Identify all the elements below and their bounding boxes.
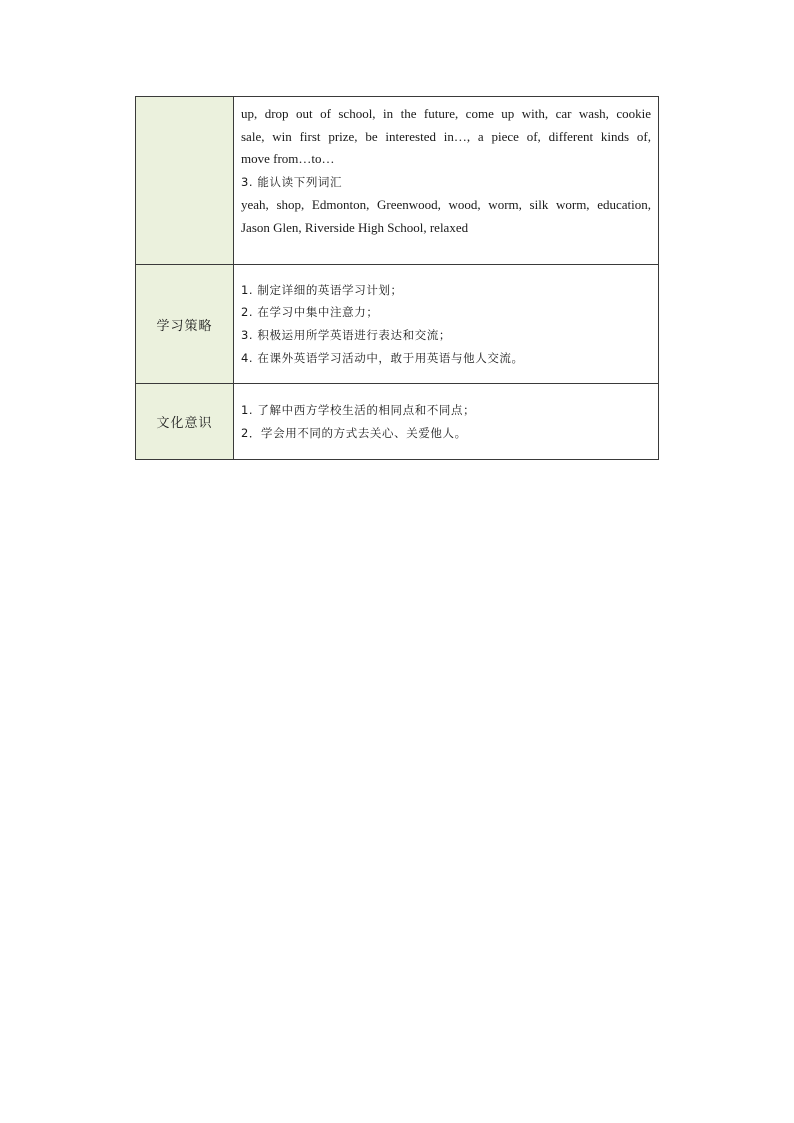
row-content-learning-strategy [234,265,659,384]
strategy-item: 3. 积极运用所学英语进行表达和交流； [241,328,452,342]
vocab-line: yeah, shop, Edmonton, Greenwood, wood, worm, silk worm, education, [241,196,651,212]
row-label-learning-strategy: 学习策略 [136,265,234,384]
row-content-cultural-awareness [234,384,659,460]
strategy-item: 2. 在学习中集中注意力； [241,305,379,320]
vocab-heading: 3. 能认读下列词汇 [241,175,343,190]
vocab-line: sale, win first prize, be interested in…, a piece of, different kinds of, [241,128,651,144]
strategy-item: 1. 制定详细的英语学习计划； [241,282,403,297]
strategy-item: 4. 在课外英语学习活动中，敢于用英语与他人交流。 [241,350,524,365]
culture-item: 2．学会用不同的方式去关心、关爱他人。 [241,425,467,440]
row-content-vocabulary [234,97,659,265]
vocab-line: move from…to… [241,151,335,167]
row-label-vocabulary [136,97,234,265]
curriculum-table [135,96,659,460]
table-row-vocabulary [136,97,659,265]
table-row-learning-strategy [136,265,659,384]
vocab-line: up, drop out of school, in the future, come up with, car wash, cookie [241,106,651,121]
culture-item: 1. 了解中西方学校生活的相同点和不同点； [241,402,476,417]
table-row-cultural-awareness [136,384,659,460]
vocab-line: Jason Glen, Riverside High School, relaxed [241,219,469,235]
row-label-cultural-awareness: 文化意识 [136,384,234,460]
